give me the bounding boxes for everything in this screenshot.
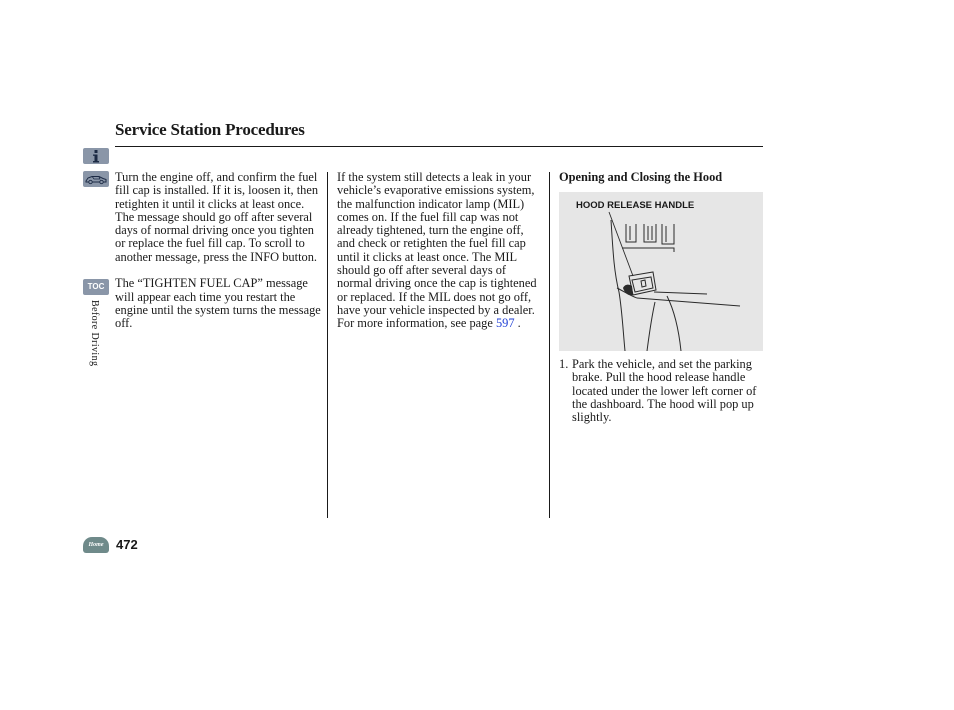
column-2 [337,171,543,344]
column-divider [327,172,328,518]
hood-release-illustration [559,192,763,351]
home-button[interactable]: Home [83,537,109,553]
paragraph: The “TIGHTEN FUEL CAP” message will appear each time you restart the engine until the system turns the message off. [115,276,321,331]
info-icon [83,148,109,164]
page-number: 472 [116,537,138,552]
paragraph-end: . [514,316,521,331]
info-button[interactable] [83,148,109,164]
paragraph [337,171,543,331]
section-label: Before Driving [89,300,100,367]
figure-label: HOOD RELEASE HANDLE [576,200,695,211]
paragraph: Turn the engine off, and confirm the fuel fill cap is installed. If it is, loosen it, then retighten it until it clicks at least once. The message should go off after several days of normal driving once you tighten or replace the fuel fill cap. To scroll to another message, press the INFO button. [115,170,319,264]
page-title: Service Station Procedures [115,120,305,139]
step-number: 1. [559,357,569,371]
section-heading: Opening and Closing the Hood [559,170,723,184]
step-text: Park the vehicle, and set the parking brake. Pull the hood release handle located under the lower left corner of the dashboard. The hood will pop up slightly. [572,357,757,425]
vehicle-button[interactable] [83,171,109,187]
paragraph-text: If the system still detects a leak in your vehicle’s evaporative emissions system, the malfunction indicator lamp (MIL) comes on. If the fuel fill cap was not already tightened, turn the engine off, and check or retighten the fuel fill cap until it clicks at least once. The MIL should go off after several days of normal driving once the cap is tightened or replaced. If the MIL does not go off, have your vehicle inspected by a dealer. For more information, see page [337,170,537,331]
instruction-step-1 [559,358,765,424]
page-link-597[interactable]: 597 [495,316,515,331]
toc-button[interactable]: TOC [83,279,109,295]
title-divider [115,146,763,147]
car-icon [83,171,109,187]
column-divider [549,172,550,518]
column-1 [115,171,323,344]
hood-release-drawing [559,192,763,351]
